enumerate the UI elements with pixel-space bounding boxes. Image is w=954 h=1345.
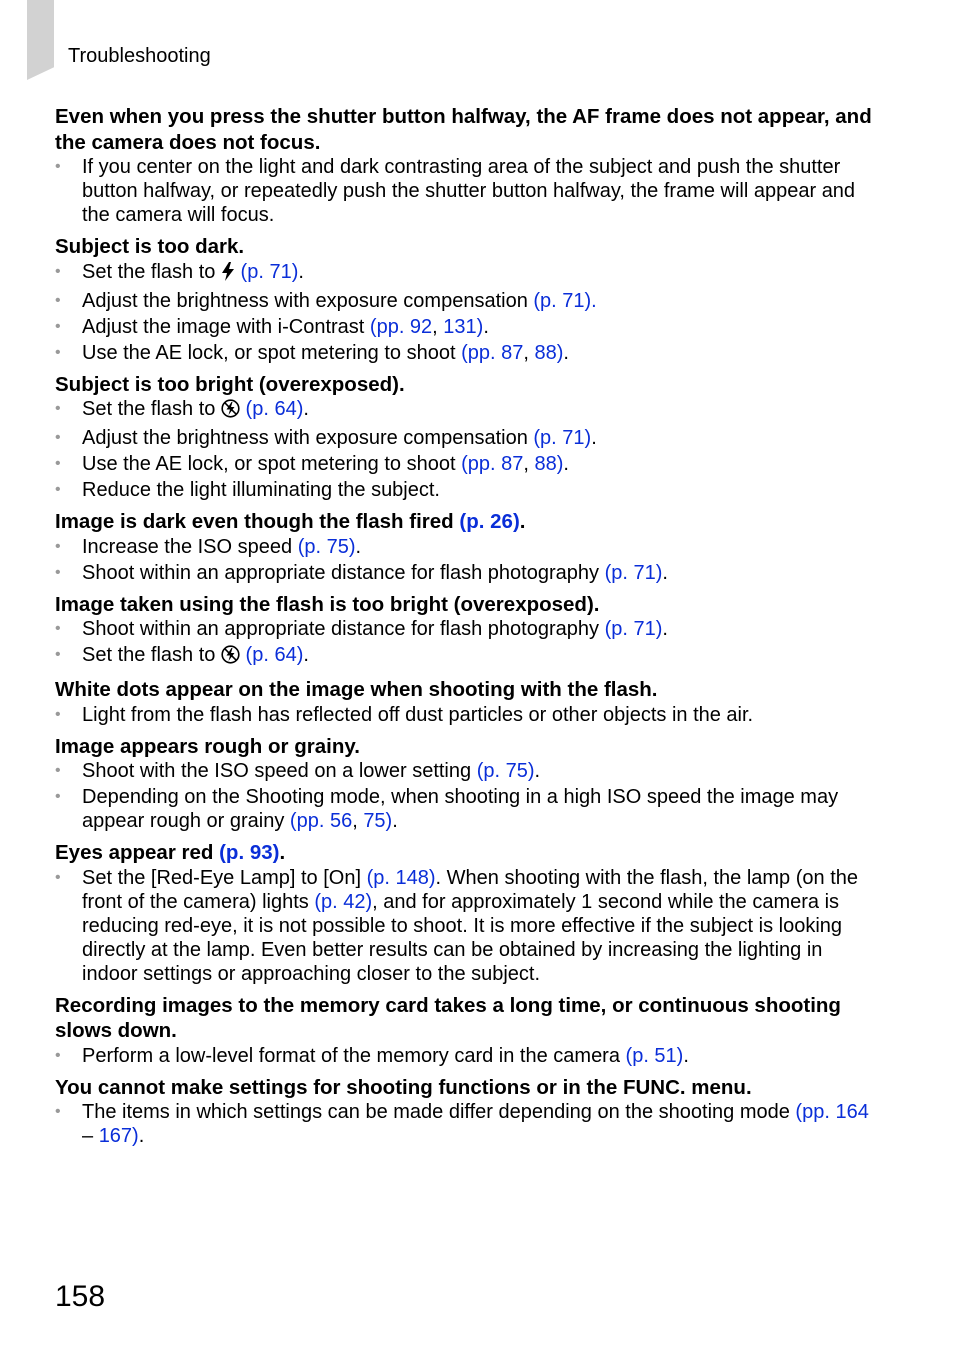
text-run: Even when you press the shutter button halfway, the AF frame does not appear, and the camera does not focus. [55,105,872,154]
text-run: Depending on the Shooting mode, when shooting in a high ISO speed the image may appear rough or grainy [82,786,839,832]
bullet-list [55,535,875,585]
list-item [55,759,875,783]
bullet-icon: • [55,705,61,723]
text-run: , and for approximately 1 second while the camera is reducing red-eye, it is not possible to shoot. It is more effective if the subject is looking directly at the lamp. Even better results can be obtained by increasing the lighting in indoor settings or approaching closer to the subject. [82,890,843,985]
bullet-icon: • [55,620,61,637]
page-reference-link[interactable]: (p. 71) [604,618,663,640]
text-run: Subject is too dark. [55,235,245,258]
text-run: . [138,1125,145,1147]
bullet-list [55,260,875,365]
text-run: Set the flash to [82,260,221,283]
chapter-tab [27,0,54,80]
troubleshooting-section [55,372,875,503]
text-run: . [483,315,489,338]
bullet-list [55,397,875,502]
bullet-list [55,866,875,986]
bullet-icon: • [55,317,61,335]
page-reference-link[interactable]: (pp. 92 [369,315,433,338]
flash-on-icon [221,262,235,287]
page-reference-link[interactable]: (p. 71) [533,427,592,449]
text-run: Shoot within an appropriate distance for flash photography [82,561,605,584]
page-reference-link[interactable]: 131) [443,315,484,338]
page-reference-link[interactable]: (p. 148) [366,866,436,889]
text-run: Image is dark even though the flash fired [55,510,460,533]
text-run: . [298,260,304,283]
text-run: , [523,341,535,364]
list-item [55,785,875,833]
text-run: Eyes appear red [55,841,220,864]
page-reference-link[interactable]: (pp. 164 [795,1101,869,1123]
text-run: . [683,1044,689,1067]
page-reference-link[interactable]: 167) [98,1125,139,1147]
bullet-icon: • [55,455,61,472]
text-run: , [352,810,364,832]
page-reference-link[interactable]: (pp. 87 [461,341,524,364]
text-run: , [432,315,444,338]
section-heading [55,1075,875,1101]
text-run: . [279,841,286,864]
text-run: . When shooting with the flash, the lamp (on the front of the camera) lights [82,866,858,913]
bullet-icon: • [55,262,61,280]
bullet-icon: • [55,537,61,555]
bullet-list [55,617,875,670]
text-run: – [82,1125,99,1147]
text-run: Shoot within an appropriate distance for flash photography [82,618,605,640]
page-reference-link[interactable]: 88) [534,453,564,475]
troubleshooting-section [55,677,875,727]
text-run: . [392,810,398,832]
bullet-icon: • [55,481,61,498]
text-run: Image taken using the flash is too bright (overexposed). [55,592,600,616]
troubleshooting-section [55,734,875,834]
list-item [55,155,875,227]
page-reference-link[interactable]: (p. 51) [625,1044,684,1067]
text-run: . [591,427,597,449]
list-item [55,478,875,502]
list-item [55,397,875,424]
text-run: Reduce the light illuminating the subject. [82,479,440,501]
text-run: Adjust the brightness with exposure compensation [82,427,534,449]
text-run: Light from the flash has reflected off dust particles or other objects in the air. [82,703,754,726]
text-run: Use the AE lock, or spot metering to shoot [82,341,462,364]
text-run: , [523,453,535,475]
bullet-list [55,155,875,227]
list-item [55,617,875,641]
text-run: . [662,618,668,640]
page-reference-link[interactable]: (p. 71) [240,260,299,283]
bullet-icon: • [55,1046,61,1064]
section-heading [55,509,875,535]
section-heading [55,592,875,618]
bullet-icon: • [55,158,61,175]
text-run: . [355,535,362,558]
list-item [55,289,875,313]
text-run: Adjust the brightness with exposure compensation [82,289,534,312]
text-run: Shoot with the ISO speed on a lower setting [82,760,477,782]
page-reference-link[interactable]: (p. 75) [476,760,535,782]
list-item [55,1044,875,1068]
page-reference-link[interactable]: (p. 64) [245,398,304,420]
page-reference-link[interactable]: 75) [363,810,393,832]
troubleshooting-section [55,1075,875,1149]
list-item [55,535,875,559]
bullet-icon: • [55,563,61,581]
troubleshooting-content [55,104,875,1155]
text-run: Set the [Red-Eye Lamp] to [On] [82,866,367,889]
bullet-icon: • [55,868,61,886]
page-reference-link[interactable]: (p. 64) [245,644,304,666]
bullet-list [55,759,875,833]
troubleshooting-section [55,104,875,227]
page-reference-link[interactable]: (pp. 56 [289,810,353,832]
list-item [55,260,875,287]
bullet-icon: • [55,343,61,361]
page-reference-link[interactable]: (p. 71) [604,561,663,584]
flash-off-icon [221,399,240,424]
troubleshooting-section [55,234,875,365]
list-item [55,426,875,450]
bullet-icon: • [55,762,61,779]
page-reference-link[interactable]: (p. 26) [459,510,520,533]
list-item [55,561,875,585]
section-heading [55,993,875,1044]
text-run: Set the flash to [82,398,221,420]
text-run: . [563,341,569,364]
section-heading [55,234,875,260]
bullet-list [55,703,875,727]
bullet-icon: • [55,400,61,417]
list-item [55,1100,875,1148]
bullet-icon: • [55,646,61,663]
list-item [55,315,875,339]
list-item [55,866,875,986]
text-run: . [534,760,541,782]
page-reference-link[interactable]: (p. 71). [533,289,597,312]
text-run: Subject is too bright (overexposed). [55,372,405,396]
troubleshooting-section [55,993,875,1068]
text-run: Recording images to the memory card takes a long time, or continuous shooting slows down. [55,993,841,1042]
list-item [55,341,875,365]
page-reference-link[interactable]: (p. 93) [219,841,280,864]
text-run: . [519,510,526,533]
list-item [55,643,875,670]
text-run: . [563,453,569,475]
list-item [55,452,875,476]
text-run: Adjust the image with i-Contrast [82,315,370,338]
troubleshooting-section [55,509,875,585]
flash-off-icon [221,645,240,670]
text-run: Increase the ISO speed [82,535,298,558]
text-run: Use the AE lock, or spot metering to shoot [82,453,462,475]
page-header-title: Troubleshooting [68,45,211,67]
text-run: If you center on the light and dark contrasting area of the subject and push the shutter button halfway, or repeatedly push the shutter button halfway, the frame will appear and the camera will focus. [82,156,856,226]
page-reference-link[interactable]: 88) [534,341,564,364]
page-reference-link[interactable]: (p. 75) [297,535,356,558]
text-run: . [303,644,309,666]
bullet-icon: • [55,1103,61,1120]
section-heading [55,677,875,703]
section-heading [55,840,875,866]
troubleshooting-section [55,592,875,671]
text-run: Set the flash to [82,644,221,666]
section-heading [55,104,875,155]
page-reference-link[interactable]: (pp. 87 [461,453,524,475]
page-number: 158 [55,1280,106,1313]
bullet-icon: • [55,788,61,805]
text-run: . [662,561,668,584]
text-run: . [303,398,309,420]
list-item [55,703,875,727]
bullet-icon: • [55,429,61,446]
bullet-icon: • [55,291,61,309]
troubleshooting-section [55,840,875,986]
text-run: White dots appear on the image when shooting with the flash. [55,678,658,701]
text-run: You cannot make settings for shooting functions or in the FUNC. menu. [55,1075,752,1099]
section-heading [55,734,875,760]
text-run: The items in which settings can be made differ depending on the shooting mode [82,1101,796,1123]
text-run: Image appears rough or grainy. [55,734,360,758]
bullet-list [55,1100,875,1148]
page-reference-link[interactable]: (p. 42) [314,890,373,913]
text-run: Perform a low-level format of the memory card in the camera [82,1044,626,1067]
bullet-list [55,1044,875,1068]
section-heading [55,372,875,398]
